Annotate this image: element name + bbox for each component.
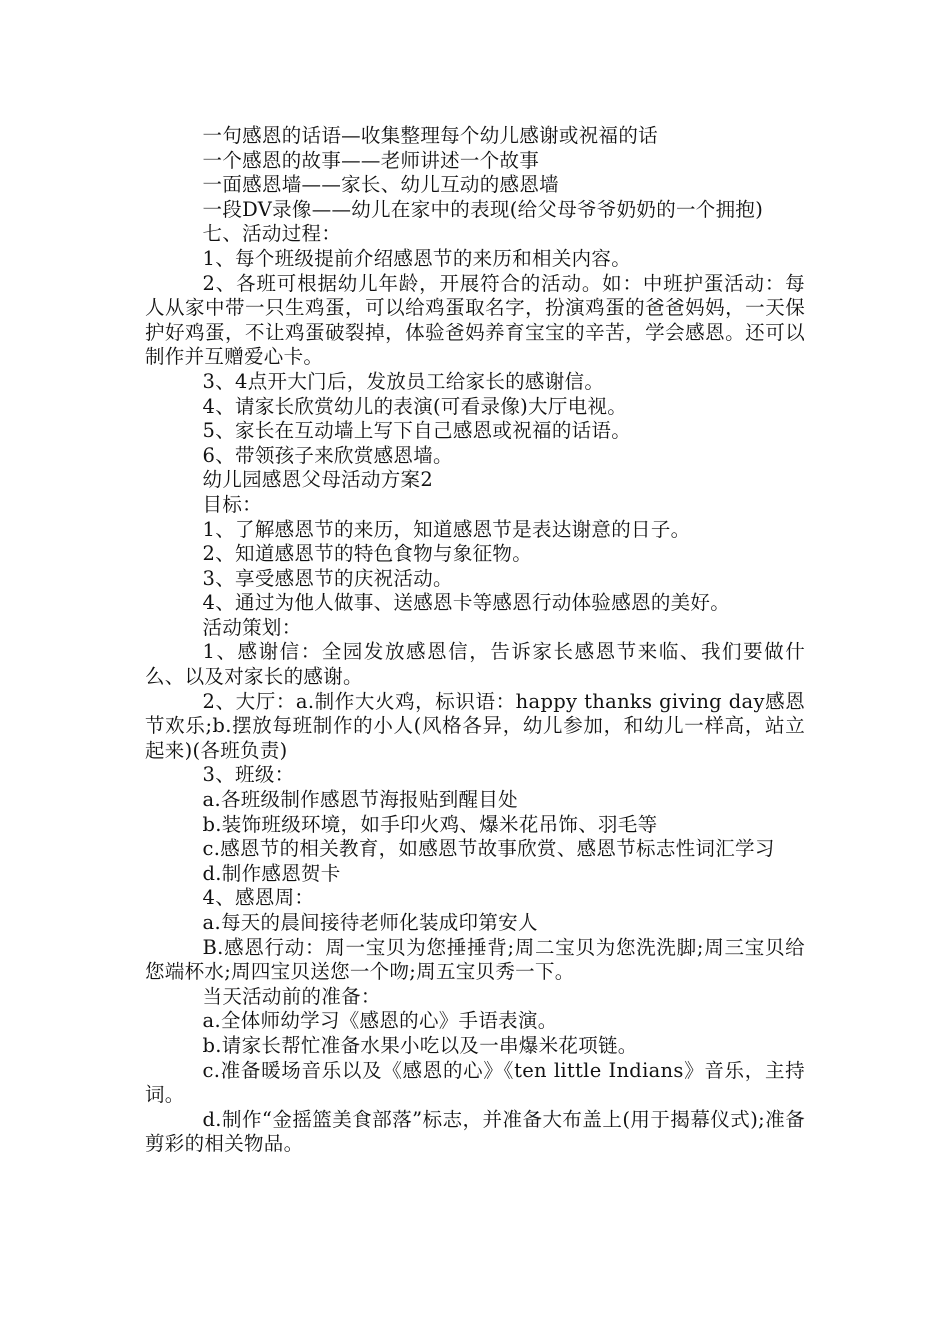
section-heading: 七、活动过程： <box>202 222 342 246</box>
section-heading: 目标： <box>202 492 262 516</box>
list-item: d.制作“金摇篮美食部落”标志，并准备大布盖上(用于揭幕仪式);准备剪彩的相关物品。 <box>145 1107 805 1156</box>
list-item: 2、大厅：a.制作大火鸡，标识语：happy thanks giving day感恩节欢乐;b.摆放每班制作的小人(风格各异，幼儿参加，和幼儿一样高，站立起来)(各班负责) <box>145 689 805 762</box>
list-item: 4、通过为他人做事、送感恩卡等感恩行动体验感恩的美好。 <box>202 591 731 615</box>
list-item: 1、了解感恩节的来历，知道感恩节是表达谢意的日子。 <box>202 517 691 541</box>
list-item: 4、请家长欣赏幼儿的表演(可看录像)大厅电视。 <box>202 394 628 418</box>
list-item: c.感恩节的相关教育，如感恩节故事欣赏、感恩节标志性词汇学习 <box>202 837 775 861</box>
list-item: b.请家长帮忙准备水果小吃以及一串爆米花项链。 <box>202 1033 638 1057</box>
list-item: 4、感恩周： <box>202 886 315 910</box>
list-item: 2、知道感恩节的特色食物与象征物。 <box>202 542 533 566</box>
list-item: 6、带领孩子来欣赏感恩墙。 <box>202 443 453 467</box>
list-item: 3、4点开大门后，发放员工给家长的感谢信。 <box>202 369 605 393</box>
list-item: 3、班级： <box>202 763 295 787</box>
section-heading: 当天活动前的准备： <box>202 984 381 1008</box>
paragraph: 一段DV录像——幼儿在家中的表现(给父母爷爷奶奶的一个拥抱) <box>202 197 764 221</box>
list-item: b.装饰班级环境，如手印火鸡、爆米花吊饰、羽毛等 <box>202 812 658 836</box>
list-item: a.全体师幼学习《感恩的心》手语表演。 <box>202 1009 558 1033</box>
paragraph: 一句感恩的话语—收集整理每个幼儿感谢或祝福的话 <box>202 124 658 147</box>
list-item: c.准备暖场音乐以及《感恩的心》《ten little Indians》音乐，主持词。 <box>145 1058 805 1107</box>
document-body <box>145 124 805 1157</box>
paragraph: 一个感恩的故事——老师讲述一个故事 <box>202 148 540 172</box>
list-item: a.每天的晨间接待老师化装成印第安人 <box>202 911 538 934</box>
list-item: 2、各班可根据幼儿年龄，开展符合的活动。如：中班护蛋活动：每人从家中带一只生鸡蛋，可以给鸡蛋取名字，扮演鸡蛋的爸爸妈妈，一天保护好鸡蛋，不让鸡蛋破裂掉，体验爸妈养育宝宝的辛苦，学会感恩。还可以制作并互赠爱心卡。 <box>145 271 805 369</box>
list-item: a.各班级制作感恩节海报贴到醒目处 <box>202 788 518 812</box>
list-item: d.制作感恩贺卡 <box>202 861 341 885</box>
section-heading: 活动策划： <box>202 615 302 639</box>
paragraph: 一面感恩墙——家长、幼儿互动的感恩墙 <box>202 173 559 197</box>
list-item: 1、每个班级提前介绍感恩节的来历和相关内容。 <box>202 246 632 270</box>
list-item: 3、享受感恩节的庆祝活动。 <box>202 566 453 590</box>
list-item: 5、家长在互动墙上写下自己感恩或祝福的话语。 <box>202 419 632 443</box>
document-title: 幼儿园感恩父母活动方案2 <box>202 468 434 492</box>
list-item: 1、感谢信：全园发放感恩信，告诉家长感恩节来临、我们要做什么、以及对家长的感谢。 <box>145 640 805 689</box>
list-item: B.感恩行动：周一宝贝为您捶捶背;周二宝贝为您洗洗脚;周三宝贝给您端杯水;周四宝贝送您一个吻;周五宝贝秀一下。 <box>145 935 805 984</box>
